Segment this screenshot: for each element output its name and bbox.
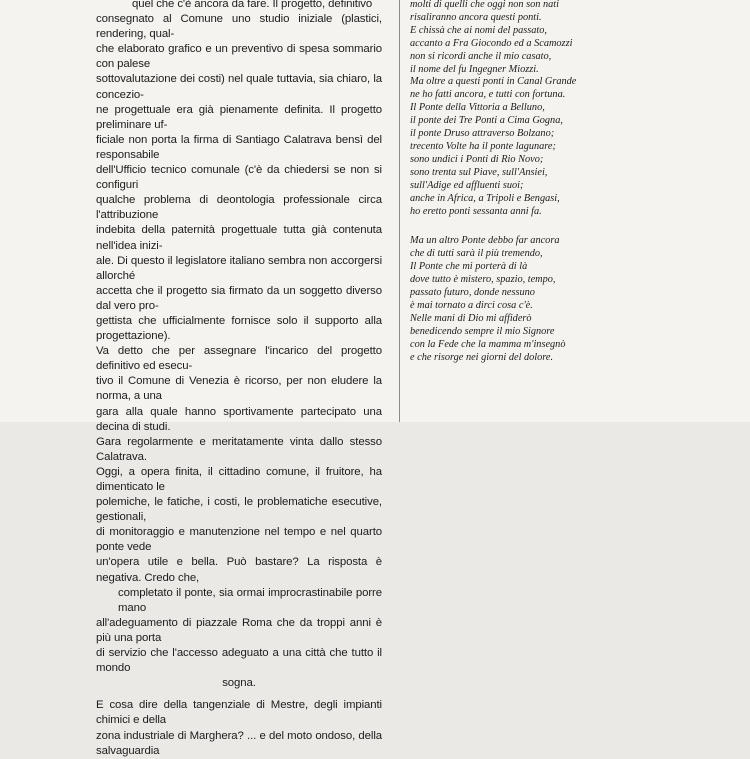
poem-line: con la Fede che la mamma m'insegnò (410, 338, 566, 350)
text-line: zona industriale di Marghera? ... e del moto ondoso, della salvaguardia (96, 729, 382, 757)
text-line: Gara regolarmente e meritatamente vinta dallo stesso Calatrava. (96, 435, 382, 463)
paragraph-3 (96, 465, 382, 691)
article-text-column (96, 0, 382, 759)
paragraph-1 (96, 0, 382, 344)
text-line: E cosa dire della tangenziale di Mestre, degli impianti chimici e della (96, 699, 382, 727)
poem-line: Nelle mani di Dio mi affiderò (410, 312, 532, 324)
text-line: accetta che il progetto sia firmato da un soggetto diverso dal vero pro- (96, 284, 382, 312)
poem-line: non si ricordi anche il mio casato, (410, 50, 552, 62)
poem-line: Il Ponte che mi porterà di là (410, 261, 528, 273)
poem-stanza-1 (410, 0, 630, 218)
text-line: ale. Di questo il legislatore italiano sembra non accorgersi allorché (96, 254, 382, 282)
poem-line: ne ho fatti ancora, e tutti con fortuna. (410, 89, 566, 101)
text-line: gettista che ufficialmente fornisce solo il supporto alla progettazione). (96, 314, 382, 343)
poem-line: passato futuro, donde nessuno (410, 287, 535, 299)
poem-line: dove tutto è mistero, spazio, tempo, (410, 274, 556, 286)
text-line: tivo il Comune di Venezia è ricorso, per non eludere la norma, a una (96, 375, 382, 403)
poem-line: e che risorge nei giorni del dolore. (410, 351, 554, 363)
text-line: completato il ponte, sia ormai improcrastinabile porre mano (118, 586, 382, 614)
poem-line: Ma oltre a questi ponti in Canal Grande (410, 76, 577, 88)
column-divider (399, 0, 400, 422)
poem-line: Ma un altro Ponte debbo far ancora (410, 235, 560, 247)
poem-stanza-2 (410, 235, 630, 364)
poem-line: il ponte dei Tre Ponti a Cima Gogna, (410, 115, 563, 127)
poem-line: risaliranno ancora questi ponti. (410, 11, 542, 23)
text-line: Va detto che per assegnare l'incarico del progetto definitivo ed esecu- (96, 345, 382, 373)
text-line: di monitoraggio e manutenzione nel tempo e nel quarto ponte vede (96, 526, 382, 554)
poem-line: trecento Volte ha il ponte lagunare; (410, 140, 556, 152)
text-line: Oggi, a opera finita, il cittadino comune, il fruitore, ha dimenticato le (96, 465, 382, 493)
poem-line: Il Ponte della Vittoria a Belluno, (410, 102, 545, 114)
text-line: un'opera utile e bella. Può bastare? La risposta è negativa. Credo che, (96, 556, 382, 584)
text-line: consegnato al Comune uno studio iniziale (plastici, rendering, qual- (96, 13, 382, 41)
poem-line: che di tutti sarà il più tremendo, (410, 248, 543, 260)
poem-line: molti di quelli che oggi non son nati (410, 0, 560, 10)
text-line: ne progettuale era già pienamente definita. Il progetto preliminare uf- (96, 103, 382, 131)
text-line: gara alla quale hanno sportivamente partecipato una decina di studi. (96, 405, 382, 433)
paragraph-2 (96, 344, 382, 465)
text-line: di servizio che l'accesso adeguato a una città che tutto il mondo (96, 647, 382, 675)
poem-line: sono trenta sul Piave, sull'Ansiei, (410, 166, 548, 178)
poem-line: sull'Adige ed affluenti suoi; (410, 179, 524, 191)
text-line: qualche problema di deontologia professionale circa l'attribuzione (96, 194, 382, 222)
poem-line: il nome del fu Ingegner Miozzi. (410, 63, 539, 75)
poem-line: anche in Africa, a Tripoli e Bengasi, (410, 192, 560, 204)
text-line: che elaborato grafico e un preventivo di spesa sommario con palese (96, 43, 382, 71)
poem-line: il ponte Druso attraverso Bolzano; (410, 128, 555, 140)
poem-line: benedicendo sempre il mio Signore (410, 325, 555, 337)
text-line: dell'Ufficio tecnico comunale (c'è da chiedersi se non si configuri (96, 164, 382, 192)
text-line: ficiale non porta la firma di Santiago Calatrava bensì del responsabile (96, 133, 382, 161)
text-line: indebita della paternità progettuale tutta già contenuta nell'idea inizi- (96, 224, 382, 252)
poem-line: è mai tornato a dirci cosa c'è. (410, 299, 533, 311)
text-line: all'adeguamento di piazzale Roma che da troppi anni è più una porta (96, 616, 382, 644)
poem-line: ho eretto ponti sessanta anni fa. (410, 205, 542, 217)
text-line: sogna. (222, 677, 256, 690)
poem-column (410, 0, 630, 364)
text-line: quel che c'è ancora da fare. Il progetto, definitivo (132, 0, 373, 10)
text-line: sottovalutazione dei costi) nel quale tuttavia, sia chiaro, la concezio- (96, 73, 382, 101)
poem-line: accanto a Fra Giocondo ed a Scamozzi (410, 37, 573, 49)
poem-line: sono undici i Ponti di Rio Novo; (410, 153, 544, 165)
text-line: polemiche, le fatiche, i costi, le problematiche esecutive, gestionali, (96, 496, 382, 524)
poem-line: E chissà che ai nomi del passato, (410, 24, 547, 36)
paragraph-4 (96, 698, 382, 758)
